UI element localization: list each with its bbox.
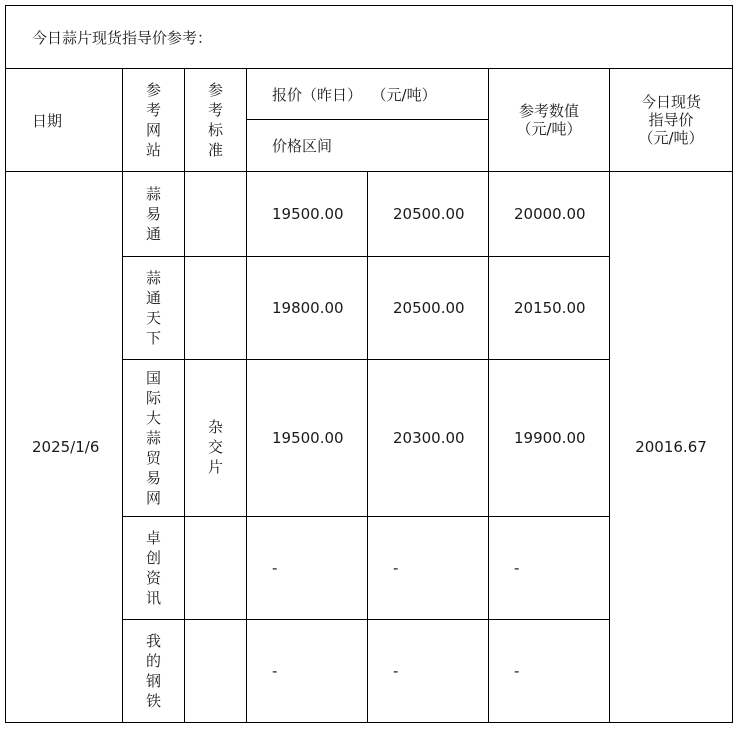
header-site <box>123 69 184 171</box>
header-site-text <box>146 80 162 160</box>
site-cell-2 <box>123 257 184 359</box>
ref-value: 20000.00 <box>514 205 586 223</box>
vertical-char: 下 <box>145 329 161 347</box>
table-title <box>6 6 732 68</box>
ref-cell-1 <box>489 172 609 256</box>
ref-value: 19900.00 <box>514 429 586 447</box>
high-cell-3 <box>368 360 488 516</box>
vertical-char: 网 <box>145 489 161 507</box>
header-guide-line3: （元/吨） <box>638 129 704 147</box>
site-name <box>146 631 162 711</box>
low-cell-5 <box>247 620 367 722</box>
date-cell <box>6 172 122 722</box>
high-cell-4 <box>368 517 488 619</box>
vertical-char: 国 <box>145 369 161 387</box>
header-standard <box>185 69 246 171</box>
high-value: - <box>393 559 399 577</box>
vertical-char: 标 <box>207 121 223 139</box>
low-value: - <box>272 662 278 680</box>
vertical-char: 我 <box>145 632 161 650</box>
header-ref-value-line2: （元/吨） <box>516 120 582 138</box>
vertical-char: 铁 <box>145 692 161 710</box>
border-bottom <box>5 722 733 723</box>
header-quote <box>247 69 488 119</box>
vertical-char: 易 <box>145 205 161 223</box>
low-value: 19500.00 <box>272 205 344 223</box>
vertical-char: 蒜 <box>145 429 161 447</box>
site-name <box>146 184 162 244</box>
header-guide-line1: 今日现货 <box>640 93 701 111</box>
vertical-char: 考 <box>207 101 223 119</box>
high-cell-5 <box>368 620 488 722</box>
header-guide-line2: 指导价 <box>648 111 694 129</box>
vertical-char: 资 <box>145 569 161 587</box>
standard-cell <box>185 172 246 722</box>
site-name <box>146 528 162 608</box>
header-ref-value <box>489 69 609 171</box>
high-cell-1 <box>368 172 488 256</box>
high-value: 20500.00 <box>393 299 465 317</box>
vertical-char: 参 <box>145 81 161 99</box>
low-cell-1 <box>247 172 367 256</box>
site-cell-5 <box>123 620 184 722</box>
site-name <box>146 268 162 348</box>
header-date <box>6 69 122 171</box>
high-value: 20500.00 <box>393 205 465 223</box>
header-ref-value-line1: 参考数值 <box>518 102 579 120</box>
vertical-char: 参 <box>207 81 223 99</box>
ref-cell-4 <box>489 517 609 619</box>
low-value: - <box>272 559 278 577</box>
vertical-char: 讯 <box>145 589 161 607</box>
ref-value: - <box>514 559 520 577</box>
vertical-char: 际 <box>145 389 161 407</box>
header-range-text: 价格区间 <box>272 137 333 155</box>
header-date-text: 日期 <box>32 111 63 130</box>
vertical-char: 天 <box>145 309 161 327</box>
vertical-char: 站 <box>145 141 161 159</box>
high-cell-2 <box>368 257 488 359</box>
vertical-char: 创 <box>145 549 161 567</box>
low-cell-4 <box>247 517 367 619</box>
vertical-char: 贸 <box>145 449 161 467</box>
vertical-char: 片 <box>207 458 223 476</box>
vertical-char: 易 <box>145 469 161 487</box>
high-value: - <box>393 662 399 680</box>
low-cell-2 <box>247 257 367 359</box>
vertical-char: 通 <box>145 225 161 243</box>
header-quote-text: 报价（昨日） （元/吨） <box>272 85 437 104</box>
vertical-char: 网 <box>145 121 161 139</box>
high-value: 20300.00 <box>393 429 465 447</box>
header-guide-price <box>610 69 732 171</box>
low-value: 19800.00 <box>272 299 344 317</box>
ref-cell-5 <box>489 620 609 722</box>
vertical-char: 卓 <box>145 529 161 547</box>
ref-value: - <box>514 662 520 680</box>
vertical-char: 交 <box>207 438 223 456</box>
vertical-char: 通 <box>145 289 161 307</box>
vertical-char: 准 <box>207 141 223 159</box>
table-title-text: 今日蒜片现货指导价参考： <box>32 28 213 47</box>
vertical-char: 蒜 <box>145 185 161 203</box>
vertical-char: 钢 <box>145 672 161 690</box>
vertical-char: 考 <box>145 101 161 119</box>
site-cell-1 <box>123 172 184 256</box>
vertical-char: 大 <box>145 409 161 427</box>
site-cell-4 <box>123 517 184 619</box>
vertical-char: 杂 <box>207 418 223 436</box>
date-value: 2025/1/6 <box>32 438 100 456</box>
guide-price-cell <box>610 172 732 722</box>
vertical-char: 蒜 <box>145 269 161 287</box>
border-right <box>732 5 733 723</box>
standard-value <box>208 417 224 477</box>
header-range <box>247 120 488 171</box>
ref-value: 20150.00 <box>514 299 586 317</box>
ref-cell-2 <box>489 257 609 359</box>
low-cell-3 <box>247 360 367 516</box>
ref-cell-3 <box>489 360 609 516</box>
vertical-char: 的 <box>145 652 161 670</box>
low-value: 19500.00 <box>272 429 344 447</box>
guide-price-value: 20016.67 <box>635 438 707 456</box>
site-cell-3 <box>123 360 184 516</box>
site-name <box>146 368 162 508</box>
header-standard-text <box>208 80 224 160</box>
